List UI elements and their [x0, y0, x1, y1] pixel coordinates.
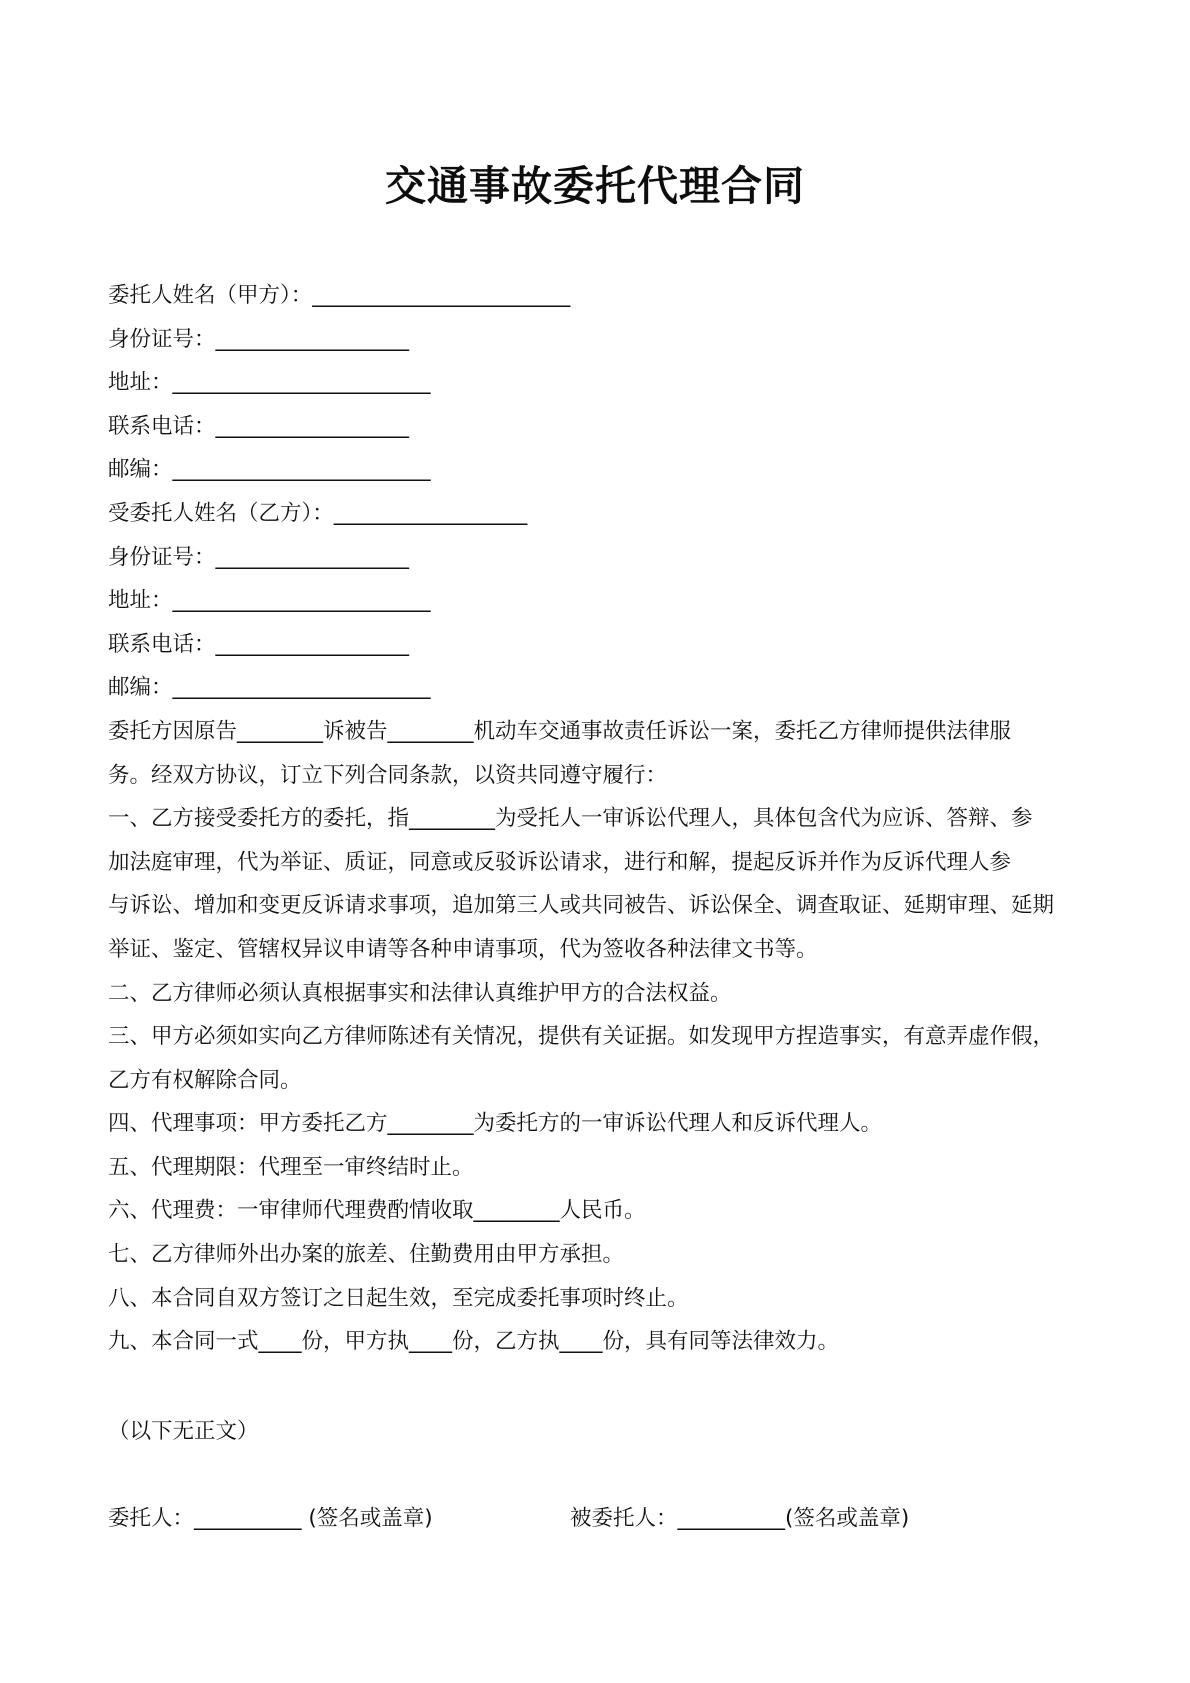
clause-1-line-2: 加法庭审理，代为举证、质证，同意或反驳诉讼请求，进行和解，提起反诉并作为反诉代理人参 — [108, 849, 1012, 875]
agent-address-line: 地址：________________________ — [108, 588, 431, 614]
client-phone-line: 联系电话：__________________ — [108, 413, 410, 439]
agent-name-line: 受委托人姓名（乙方）：__________________ — [108, 500, 528, 526]
client-address-line: 地址：________________________ — [108, 370, 431, 396]
clause-6: 六、代理费：一审律师代理费酌情收取________人民币。 — [108, 1198, 646, 1224]
client-signature-line: 委托人：__________ (签名或盖章) — [108, 1506, 433, 1531]
agent-signature-line: 被委托人：__________(签名或盖章) — [570, 1506, 910, 1531]
clause-8: 八、本合同自双方签订之日起生效，至完成委托事项时终止。 — [108, 1285, 689, 1311]
contract-body — [108, 274, 1108, 1364]
clause-4: 四、代理事项：甲方委托乙方________为委托方的一审诉讼代理人和反诉代理人。 — [108, 1111, 883, 1137]
clause-1-line-4: 举证、鉴定、管辖权异议申请等各种申请事项，代为签收各种法律文书等。 — [108, 936, 818, 962]
clause-9: 九、本合同一式____份，甲方执____份，乙方执____份，具有同等法律效力。 — [108, 1329, 840, 1355]
clause-2: 二、乙方律师必须认真根据事实和法律认真维护甲方的合法权益。 — [108, 980, 732, 1006]
agent-postcode-line: 邮编：________________________ — [108, 675, 431, 701]
agent-id-line: 身份证号：__________________ — [108, 544, 410, 570]
clause-1-line-1: 一、乙方接受委托方的委托，指________为受托人一审诉讼代理人，具体包含代为应诉、答辩、参 — [108, 806, 1033, 832]
clause-3-line-1: 三、甲方必须如实向乙方律师陈述有关情况，提供有关证据。如发现甲方捏造事实，有意弄虚作假， — [108, 1024, 1055, 1050]
intro-paragraph-line-1: 委托方因原告________诉被告________机动车交通事故责任诉讼一案，委托乙方律师提供法律服 — [108, 718, 1012, 744]
clause-5: 五、代理期限：代理至一审终结时止。 — [108, 1154, 474, 1180]
page-title: 交通事故委托代理合同 — [385, 162, 805, 210]
clause-3-line-2: 乙方有权解除合同。 — [108, 1067, 302, 1093]
clause-1-line-3: 与诉讼、增加和变更反诉请求事项，追加第三人或共同被告、诉讼保全、调查取证、延期审理、延期 — [108, 893, 1055, 919]
client-name-line: 委托人姓名（甲方）：________________________ — [108, 283, 571, 308]
agent-phone-line: 联系电话：__________________ — [108, 631, 410, 657]
client-id-line: 身份证号：__________________ — [108, 326, 410, 352]
clause-7: 七、乙方律师外出办案的旅差、住勤费用由甲方承担。 — [108, 1242, 625, 1268]
intro-paragraph-line-2: 务。经双方协议，订立下列合同条款，以资共同遵守履行： — [108, 762, 668, 788]
client-postcode-line: 邮编：________________________ — [108, 457, 431, 483]
no-further-text-note: （以下无正文） — [108, 1419, 259, 1444]
